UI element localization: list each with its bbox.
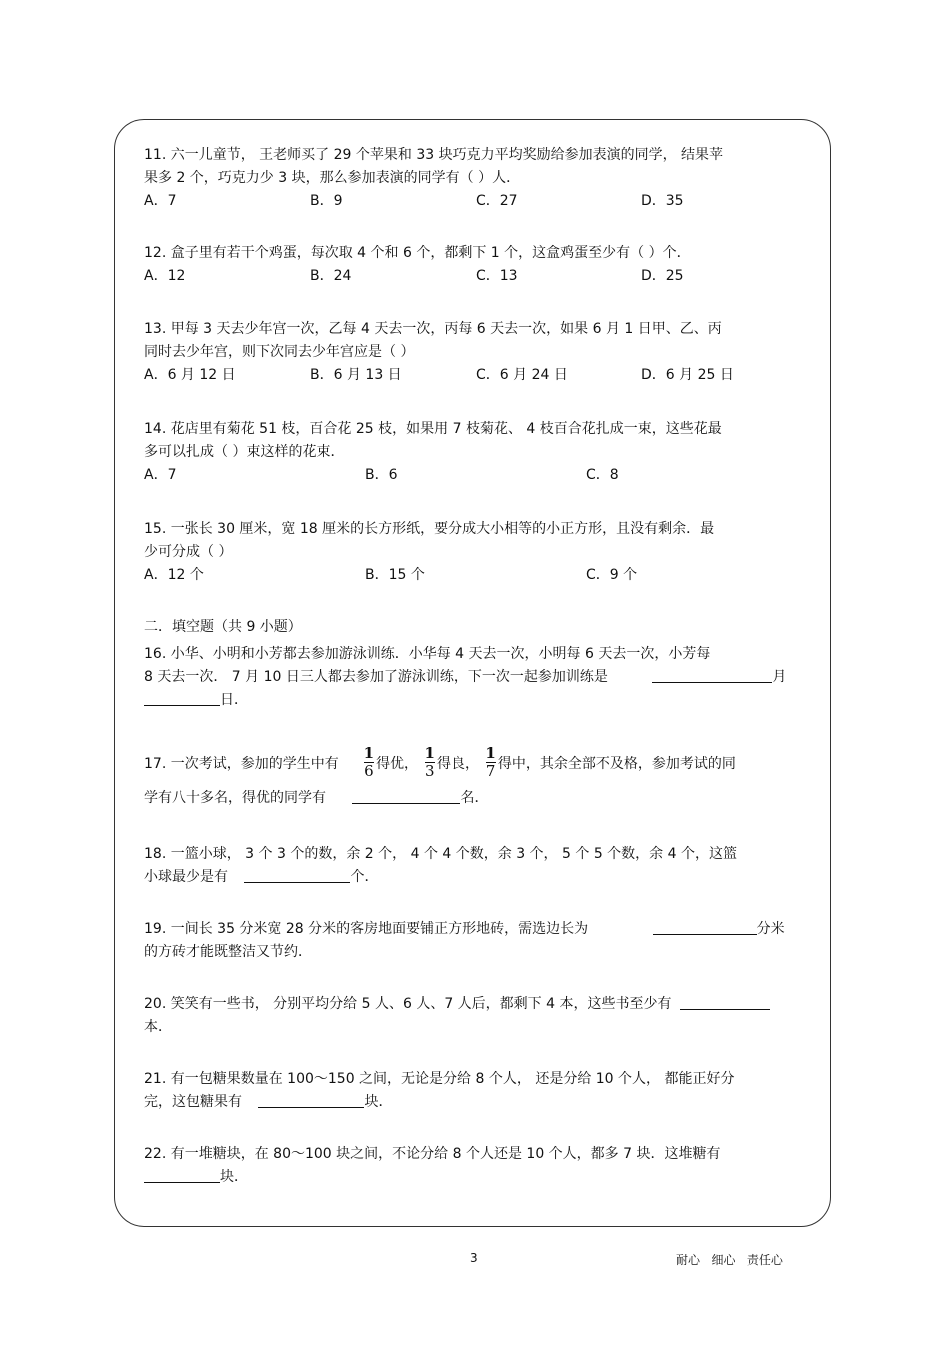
question-20-line1-text: 20. 笑笑有一些书， 分别平均分给 5 人、6 人、7 人后，都剩下 4 本，这些书至少有 <box>144 996 672 1012</box>
fraction-one-third <box>424 743 435 780</box>
question-17-line1 <box>144 744 809 784</box>
question-13 <box>144 318 809 387</box>
answer-blank[interactable] <box>680 994 770 1010</box>
fraction-numerator: 1 <box>485 743 496 762</box>
option-c[interactable]: C．27 <box>476 193 518 209</box>
question-11 <box>144 144 809 213</box>
question-15-options <box>144 564 809 587</box>
page-number: 3 <box>470 1251 478 1265</box>
unit: 块． <box>364 1094 393 1110</box>
answer-blank[interactable] <box>244 867 350 883</box>
option-c[interactable]: C．6 月 24 日 <box>476 367 568 383</box>
option-b[interactable]: B．6 月 13 日 <box>310 367 402 383</box>
fraction-numerator: 1 <box>363 743 375 762</box>
question-17-pre: 17. 一次考试，参加的学生中有 <box>144 756 339 772</box>
question-14 <box>144 418 809 487</box>
section-title <box>144 616 809 639</box>
question-17-line2 <box>144 787 809 810</box>
question-17-mid1: 得优， <box>376 756 419 772</box>
answer-blank-day[interactable] <box>144 690 220 706</box>
option-a[interactable]: A．7 <box>144 467 177 483</box>
fraction-one-sixth <box>363 743 375 780</box>
option-d[interactable]: D．35 <box>641 193 684 209</box>
fraction-denominator: 7 <box>485 761 496 780</box>
question-11-line2: 果多 2 个，巧克力少 3 块，那么参加表演的同学有（ ）人． <box>144 170 521 186</box>
footer-motto: 耐心 细心 责任心 <box>676 1253 783 1267</box>
question-13-options <box>144 364 809 387</box>
question-14-options <box>144 464 809 487</box>
question-21-line1: 21. 有一包糖果数量在 100～150 之间，无论是分给 8 个人， 还是分给 10 个人， 都能正好分 <box>144 1071 735 1087</box>
option-a[interactable]: A．12 个 <box>144 567 204 583</box>
question-15-line1: 15. 一张长 30 厘米，宽 18 厘米的长方形纸，要分成大小相等的小正方形，且没有剩余．最 <box>144 521 715 537</box>
option-b[interactable]: B．9 <box>310 193 343 209</box>
question-20-line2: 本． <box>144 1019 172 1035</box>
question-15 <box>144 518 809 587</box>
question-20-line1 <box>144 993 809 1016</box>
question-21-line2 <box>144 1091 809 1114</box>
question-16-line3 <box>144 689 809 712</box>
question-16-line1: 16. 小华、小明和小芳都去参加游泳训练．小华每 4 天去一次，小明每 6 天去一次，小芳每 <box>144 646 711 662</box>
unit-month: 月 <box>772 669 787 685</box>
question-17-mid2: 得良， <box>436 756 479 772</box>
question-13-line2: 同时去少年宫，则下次同去少年宫应是（ ） <box>144 344 415 360</box>
question-11-options <box>144 190 809 213</box>
answer-blank[interactable] <box>352 788 460 804</box>
question-19-line1-text: 19. 一间长 35 分米宽 28 分米的客房地面要铺正方形地砖，需选边长为 <box>144 921 589 937</box>
unit-day: 日． <box>220 692 248 708</box>
answer-blank-month[interactable] <box>652 667 772 683</box>
fraction-numerator: 1 <box>424 743 435 762</box>
question-20 <box>144 993 809 1039</box>
question-19-line2: 的方砖才能既整洁又节约． <box>144 944 312 960</box>
option-b[interactable]: B．6 <box>365 467 398 483</box>
question-17-line2-text: 学有八十多名，得优的同学有 <box>144 790 326 806</box>
unit: 块． <box>220 1169 248 1185</box>
option-c[interactable]: C．13 <box>476 268 518 284</box>
unit: 分米 <box>756 921 785 937</box>
question-14-line1: 14. 花店里有菊花 51 枝，百合花 25 枝，如果用 7 枝菊花、 4 枝百合花扎成一束，这些花最 <box>144 421 722 437</box>
question-22-line1: 22. 有一堆糖块，在 80～100 块之间，不论分给 8 个人还是 10 个人，都多 7 块．这堆糖有 <box>144 1146 721 1162</box>
unit: 个． <box>350 869 379 885</box>
question-18-line1: 18. 一篮小球， 3 个 3 个的数，余 2 个， 4 个 4 个数，余 3 个， 5 个 5 个数，余 4 个，这篮 <box>144 846 737 862</box>
question-18-line2-text: 小球最少是有 <box>144 869 228 885</box>
question-15-line2: 少可分成（ ） <box>144 544 233 560</box>
option-a[interactable]: A．6 月 12 日 <box>144 367 236 383</box>
option-a[interactable]: A．12 <box>144 268 186 284</box>
question-19-line1 <box>144 918 809 941</box>
question-12-options <box>144 265 809 288</box>
option-b[interactable]: B．24 <box>310 268 352 284</box>
question-17-post: 得中，其余全部不及格，参加考试的同 <box>497 756 736 772</box>
question-12-line1: 12. 盒子里有若干个鸡蛋，每次取 4 个和 6 个，都剩下 1 个，这盒鸡蛋至少有（ ）个． <box>144 245 691 261</box>
question-21 <box>144 1068 809 1114</box>
question-18 <box>144 843 809 889</box>
question-16-line2-text: 8 天去一次． 7 月 10 日三人都去参加了游泳训练，下一次一起参加训练是 <box>144 669 608 685</box>
unit: 名． <box>460 790 489 806</box>
option-c[interactable]: C．8 <box>586 467 619 483</box>
fraction-denominator: 6 <box>364 761 374 780</box>
option-d[interactable]: D．6 月 25 日 <box>641 367 734 383</box>
option-b[interactable]: B．15 个 <box>365 567 425 583</box>
question-17 <box>144 744 809 810</box>
question-14-line2: 多可以扎成（ ）束这样的花束． <box>144 444 345 460</box>
answer-blank[interactable] <box>258 1092 364 1108</box>
option-a[interactable]: A．7 <box>144 193 177 209</box>
question-18-line2 <box>144 866 809 889</box>
question-16 <box>144 643 809 712</box>
option-c[interactable]: C．9 个 <box>586 567 638 583</box>
fraction-one-seventh <box>485 743 496 780</box>
option-d[interactable]: D．25 <box>641 268 684 284</box>
question-22-line2 <box>144 1166 809 1189</box>
question-21-line2-text: 完，这包糖果有 <box>144 1094 242 1110</box>
section-title-text: 二．填空题（共 9 小题） <box>144 619 302 635</box>
answer-blank[interactable] <box>144 1167 220 1183</box>
question-19 <box>144 918 809 964</box>
question-13-line1: 13. 甲每 3 天去少年宫一次，乙每 4 天去一次，丙每 6 天去一次，如果 6 月 1 日甲、乙、丙 <box>144 321 722 337</box>
question-22 <box>144 1143 809 1189</box>
question-16-line2 <box>144 666 809 689</box>
fraction-denominator: 3 <box>424 761 435 780</box>
answer-blank[interactable] <box>653 919 757 935</box>
question-12 <box>144 242 809 288</box>
question-11-line1: 11. 六一儿童节， 王老师买了 29 个苹果和 33 块巧克力平均奖励给参加表演的同学， 结果苹 <box>144 147 724 163</box>
